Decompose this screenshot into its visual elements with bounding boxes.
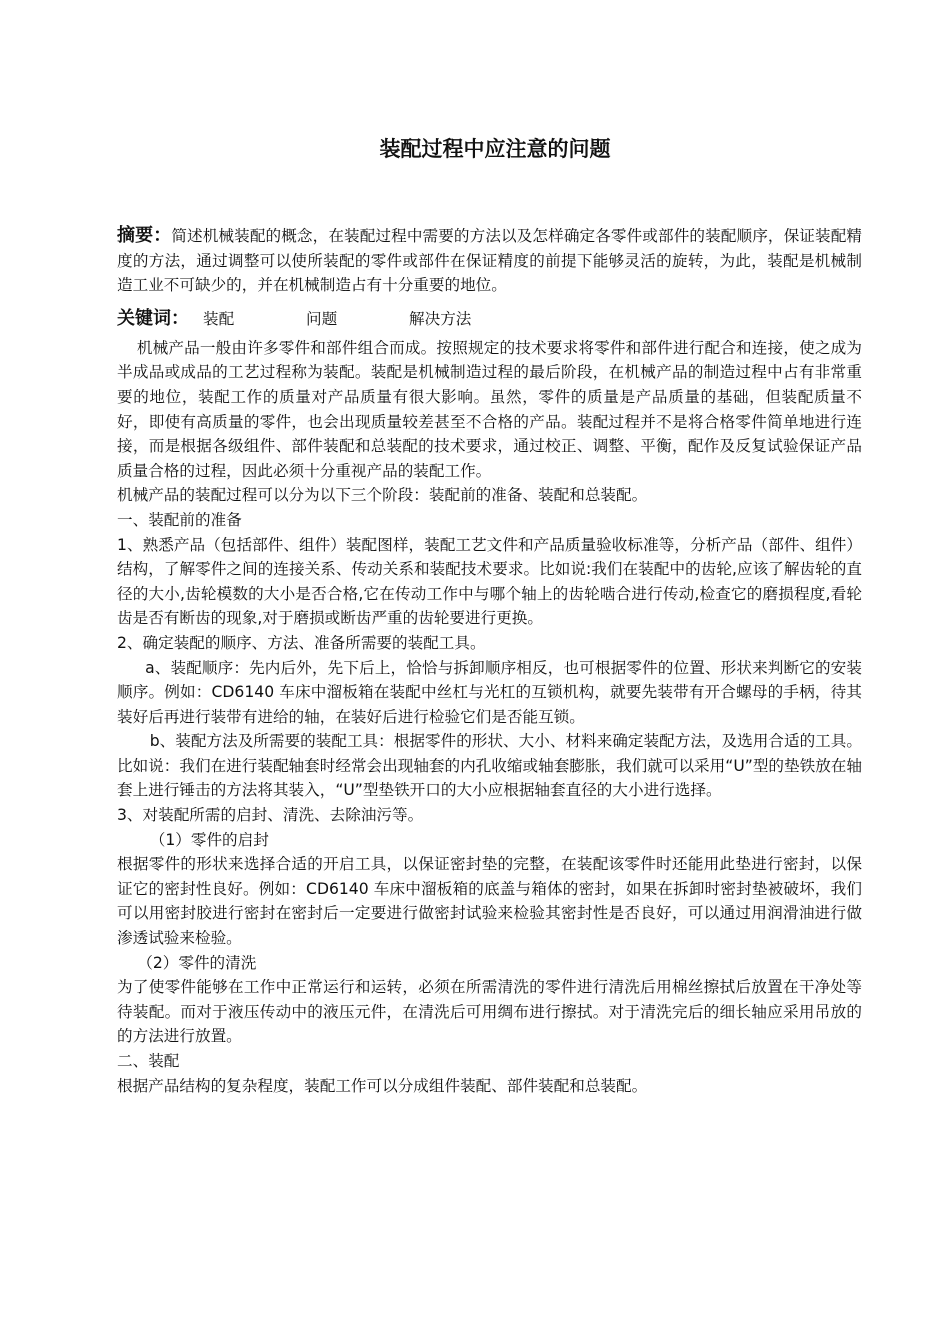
paragraph: 3、对装配所需的启封、清洗、去除油污等。: [117, 806, 424, 825]
subsection-heading: （2）零件的清洗: [137, 953, 257, 972]
keywords-label: 关键词：: [117, 307, 189, 329]
abstract: [117, 224, 862, 298]
paragraph: 机械产品一般由许多零件和部件组合而成。按照规定的技术要求将零件和部件进行配合和连接，使之成为半成品或成品的工艺过程称为装配。装配是机械制造过程的最后阶段，在机械产品的制造过程中占有非常重要的地位，装配工作的质量对产品质量有很大影响。虽然，零件的质量是产品质量的基础，但装配质量不好，即使有高质量的零件，也会出现质量较差甚至不合格的产品。装配过程并不是将合格零件简单地进行连接，而是根据各级组件、部件装配和总装配的技术要求，通过校正、调整、平衡，配作及反复试验保证产品质量合格的过程，因此必须十分重视产品的装配工作。: [117, 338, 862, 480]
keyword-item: 问题: [306, 309, 338, 328]
paragraph: a、装配顺序：先内后外，先下后上，恰恰与拆卸顺序相反，也可根据零件的位置、形状来判断它的安装顺序。例如：CD6140 车床中溜板箱在装配中丝杠与光杠的互锁机构，就要先装带有开合螺母的手柄，待其装好后再进行装带有进给的轴，在装好后进行检验它们是否能互锁。: [117, 658, 862, 726]
paragraph: 1、熟悉产品（包括部件、组件）装配图样，装配工艺文件和产品质量验收标准等，分析产品（部件、组件）结构，了解零件之间的连接关系、传动关系和装配技术要求。比如说:我们在装配中的齿轮,应该了解齿轮的直径的大小,齿轮模数的大小是否合格,它在传动工作中与哪个轴上的齿轮啮合进行传动,检查它的磨损程度,看轮齿是否有断齿的现象,对于磨损或断齿严重的齿轮要进行更换。: [117, 535, 862, 628]
paragraph: b、装配方法及所需要的装配工具：根据零件的形状、大小、材料来确定装配方法，及选用合适的工具。比如说：我们在进行装配轴套时经常会出现轴套的内孔收缩或轴套膨胀，我们就可以采用“U”型的垫铁放在轴套上进行锤击的方法将其装入，“U”型垫铁开口的大小应根据轴套直径的大小进行选择。: [117, 732, 862, 800]
keyword-item: 解决方法: [409, 309, 472, 328]
subsection-heading: （1）零件的启封: [149, 830, 269, 849]
paragraph: 根据产品结构的复杂程度，装配工作可以分成组件装配、部件装配和总装配。: [117, 1076, 648, 1095]
document-body: [117, 224, 862, 1098]
paragraph: 机械产品的装配过程可以分为以下三个阶段：装配前的准备、装配和总装配。: [117, 486, 648, 505]
paragraph: 2、确定装配的顺序、方法、准备所需要的装配工具。: [117, 633, 486, 652]
abstract-text: 简述机械装配的概念，在装配过程中需要的方法以及怎样确定各零件或部件的装配顺序，保证装配精度的方法，通过调整可以使所装配的零件或部件在保证精度的前提下能够灵活的旋转，为此，装配是机械制造工业不可缺少的，并在机械制造占有十分重要的地位。: [117, 227, 862, 295]
keyword-item: 装配: [203, 309, 235, 328]
abstract-label: 摘要：: [117, 225, 172, 246]
paragraph: 根据零件的形状来选择合适的开启工具，以保证密封垫的完整，在装配该零件时还能用此垫进行密封，以保证它的密封性良好。例如：CD6140 车床中溜板箱的底盖与箱体的密封，如果在拆卸时密封垫被破坏，我们可以用密封胶进行密封在密封后一定要进行做密封试验来检验其密封性是否良好，可以通过用润滑油进行做渗透试验来检验。: [117, 855, 862, 948]
document-title: 装配过程中应注意的问题: [379, 137, 611, 161]
paragraph: 为了使零件能够在工作中正常运行和运转，必须在所需清洗的零件进行清洗后用棉丝擦拭后放置在干净处等待装配。而对于液压传动中的液压元件，在清洗后可用绸布进行擦拭。对于清洗完后的细长轴应采用吊放的的方法进行放置。: [117, 978, 862, 1046]
keywords-line: [117, 304, 862, 334]
section-heading: 二、装配: [117, 1052, 180, 1070]
section-heading: 一、装配前的准备: [117, 510, 242, 529]
